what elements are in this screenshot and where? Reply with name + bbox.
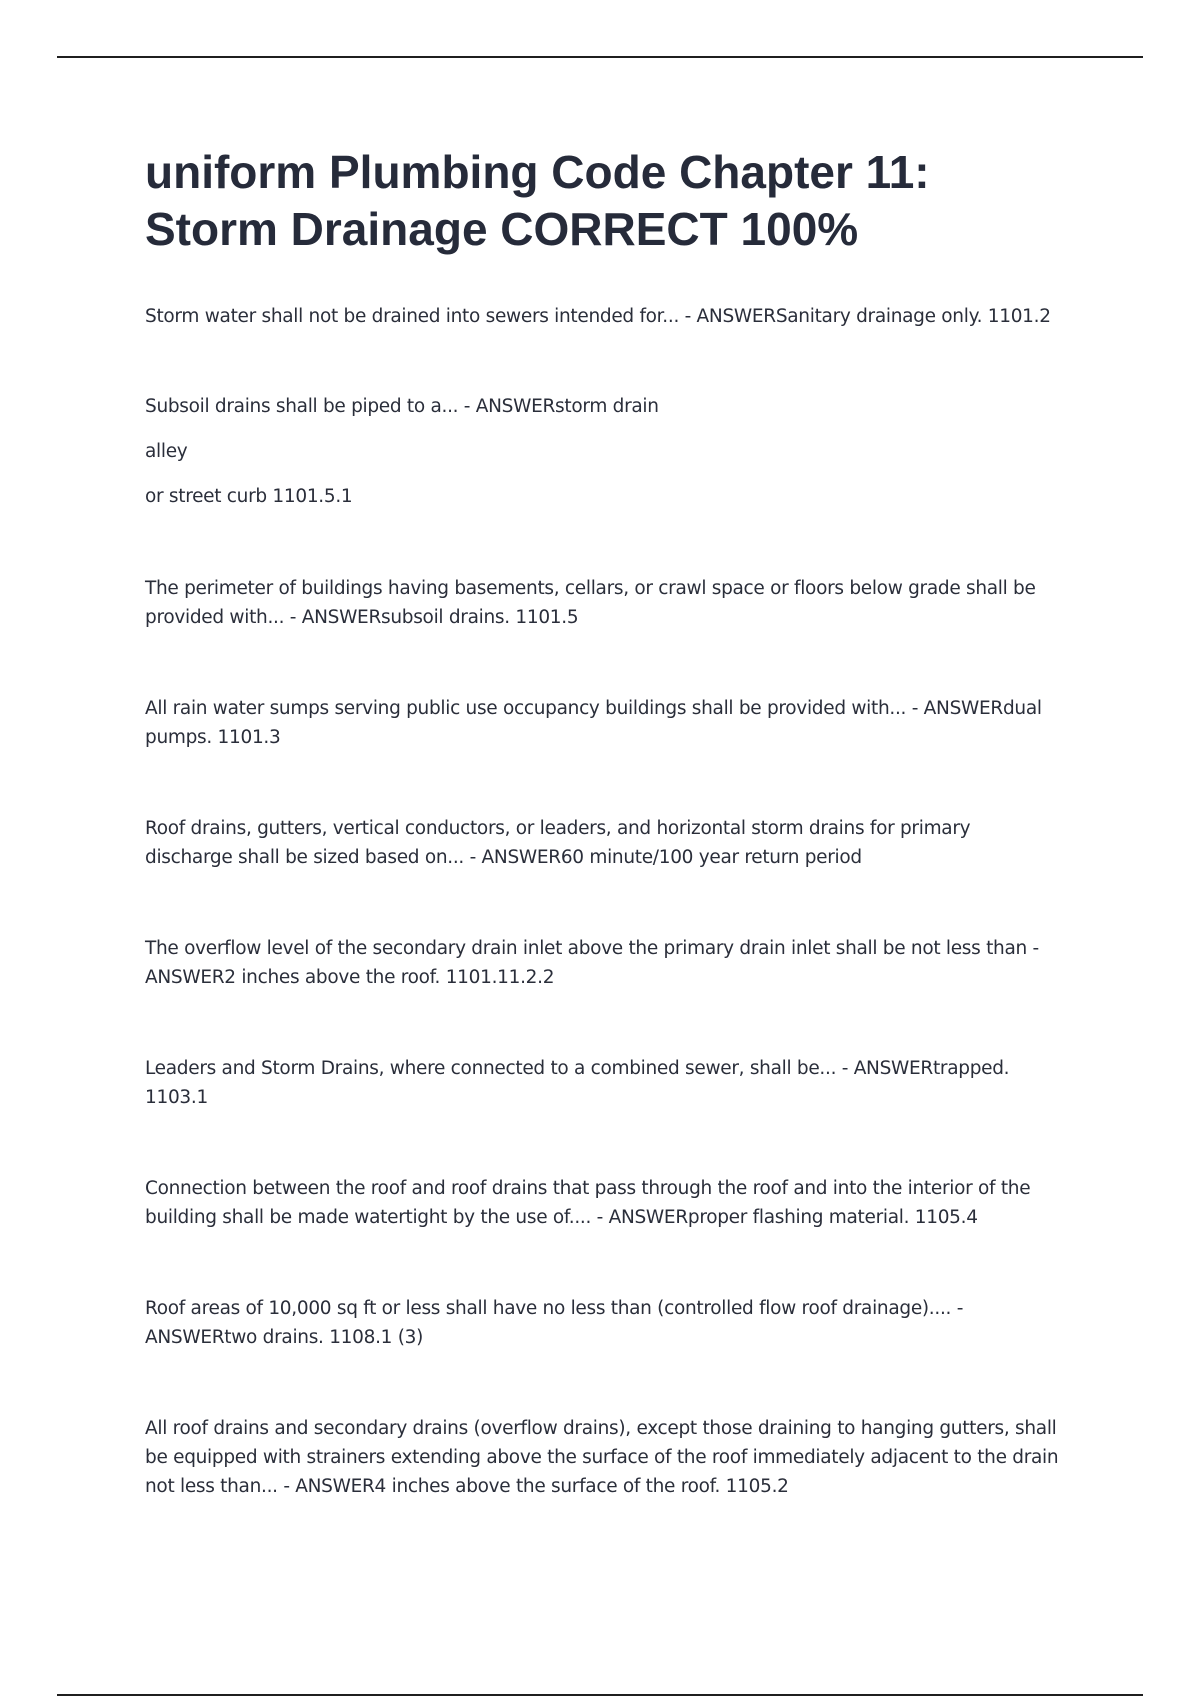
qa-item [145, 302, 1060, 331]
qa-text: Leaders and Storm Drains, where connected to a combined sewer, shall be... - ANSWERtrapped. 1103.1 [145, 1058, 1010, 1108]
qa-text: The overflow level of the secondary drain inlet above the primary drain inlet shall be not less than - ANSWER2 inches above the roof. 1101.11.2.2 [145, 938, 1039, 988]
qa-text-continuation: alley [145, 441, 188, 462]
title-line-2: Storm Drainage CORRECT 100% [145, 203, 859, 255]
qa-text: All rain water sumps serving public use occupancy buildings shall be provided with... - ANSWERdual pumps. 1101.3 [145, 698, 1042, 748]
qa-text: The perimeter of buildings having basements, cellars, or crawl space or floors below grade shall be provided with... - ANSWERsubsoil drains. 1101.5 [145, 578, 1036, 628]
qa-text-continuation: or street curb 1101.5.1 [145, 486, 353, 507]
qa-item [145, 1414, 1060, 1501]
qa-item [145, 574, 1060, 632]
qa-text: All roof drains and secondary drains (overflow drains), except those draining to hanging gutters, shall be equipped with strainers extending above the surface of the roof immediately adjacent to the drain not less than... - ANSWER4 inches above the surface of the roof. 1105.2 [145, 1418, 1059, 1497]
qa-item [145, 1294, 1060, 1352]
qa-item [145, 694, 1060, 752]
qa-text: Connection between the roof and roof drains that pass through the roof and into the interior of the building shall be made watertight by the use of.... - ANSWERproper flashing material. 1105.4 [145, 1178, 1031, 1228]
qa-item [145, 934, 1060, 992]
qa-item [145, 814, 1060, 872]
qa-text: Storm water shall not be drained into sewers intended for... - ANSWERSanitary drainage only. 1101.2 [145, 306, 1051, 327]
bottom-divider [57, 1694, 1143, 1696]
qa-item [145, 1174, 1060, 1232]
qa-text: Roof drains, gutters, vertical conductors, or leaders, and horizontal storm drains for primary discharge shall be sized based on... - ANSWER60 minute/100 year return period [145, 818, 971, 868]
top-divider [57, 56, 1143, 58]
qa-item [145, 392, 1060, 511]
title-line-1: uniform Plumbing Code Chapter 11: [145, 146, 930, 198]
document-title [145, 144, 1085, 258]
qa-text: Roof areas of 10,000 sq ft or less shall have no less than (controlled flow roof drainage).... - ANSWERtwo drains. 1108.1 (3) [145, 1298, 964, 1348]
qa-text: Subsoil drains shall be piped to a... - ANSWERstorm drain [145, 396, 659, 417]
qa-item [145, 1054, 1060, 1112]
